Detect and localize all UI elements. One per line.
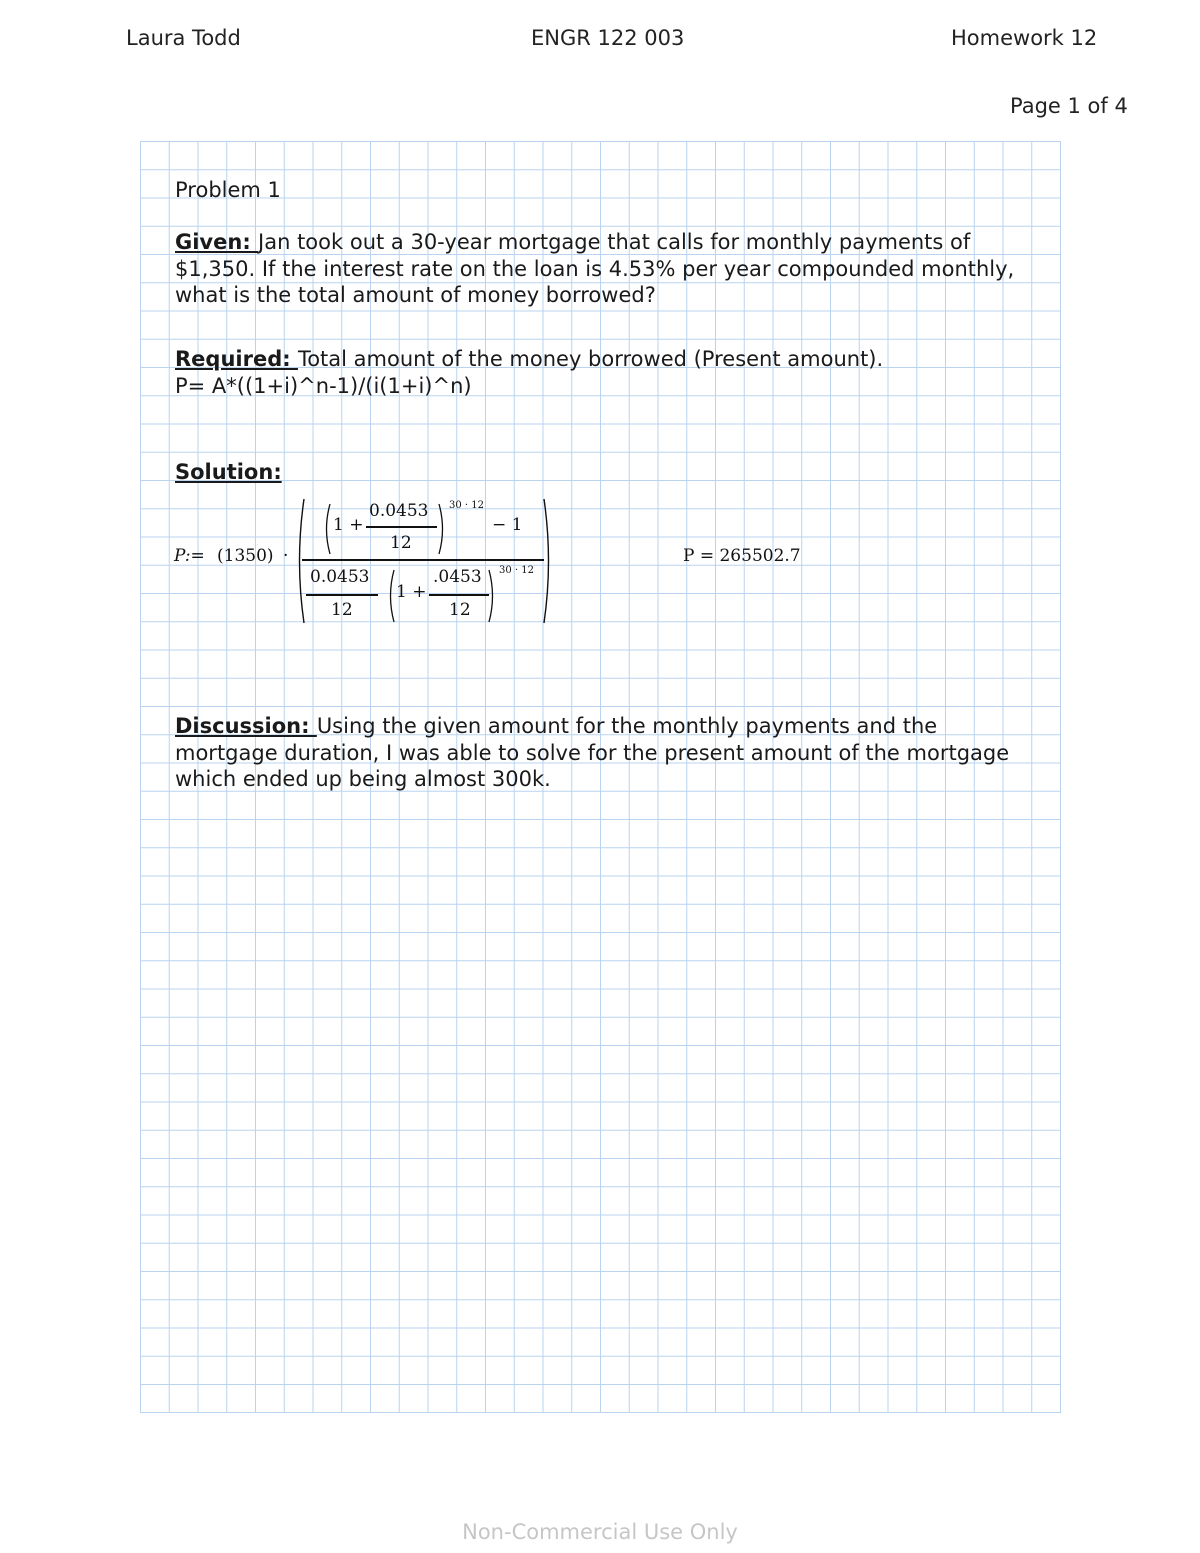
problem-title: Problem 1 [175, 178, 281, 202]
den-one-plus: 1 + [396, 582, 427, 602]
den-fraction-bar [306, 594, 378, 596]
num-periods: 12 [390, 533, 412, 553]
num-minus-one: − 1 [492, 515, 523, 535]
required-text: Total amount of the money borrowed (Present amount). [297, 347, 884, 371]
den-rate: 0.0453 [310, 567, 370, 587]
num-left-paren [322, 502, 332, 556]
equation-result: P = 265502.7 [683, 546, 801, 566]
num-one-plus: 1 + [333, 515, 364, 535]
author-name: Laura Todd [126, 26, 241, 50]
given-section [175, 229, 1055, 309]
assignment-title: Homework 12 [951, 26, 1098, 50]
main-fraction-bar [302, 559, 544, 561]
solution-label: Solution: [175, 460, 282, 484]
den-periods: 12 [331, 600, 353, 620]
page-number: Page 1 of 4 [1010, 94, 1128, 118]
den-inner-rate: .0453 [433, 567, 482, 587]
equation-lhs: P:= [174, 546, 205, 566]
num-right-paren [437, 502, 447, 556]
given-text: Jan took out a 30-year mortgage that calls for monthly payments of $1,350. If the interest rate on the loan is 4.53% per year compounded monthly, what is the total amount of money borrowed? [175, 230, 1015, 307]
required-section [175, 346, 1055, 399]
den-inner-fraction-bar [429, 594, 489, 596]
den-left-paren [386, 568, 396, 624]
equation-dot: · [283, 546, 289, 566]
num-rate: 0.0453 [369, 501, 429, 521]
solution-section [175, 459, 282, 486]
outer-right-paren [542, 497, 554, 625]
course-code: ENGR 122 003 [531, 26, 685, 50]
watermark: Non-Commercial Use Only [462, 1520, 738, 1544]
num-fraction-bar [366, 526, 437, 528]
outer-left-paren [294, 497, 306, 625]
discussion-section [175, 713, 1025, 793]
den-exponent: 30 · 12 [499, 565, 534, 576]
given-label: Given: [175, 230, 259, 254]
discussion-label: Discussion: [175, 714, 317, 738]
required-label: Required: [175, 347, 298, 371]
den-inner-periods: 12 [449, 600, 471, 620]
num-exponent: 30 · 12 [449, 500, 484, 511]
den-right-paren [487, 568, 497, 624]
equation-payment: (1350) [217, 546, 274, 566]
discussion-text: Using the given amount for the monthly payments and the mortgage duration, I was able to solve for the present amount of the mortgage which ended up being almost 300k. [175, 714, 1010, 791]
formula-line: P= A*((1+i)^n-1)/(i(1+i)^n) [175, 373, 472, 398]
